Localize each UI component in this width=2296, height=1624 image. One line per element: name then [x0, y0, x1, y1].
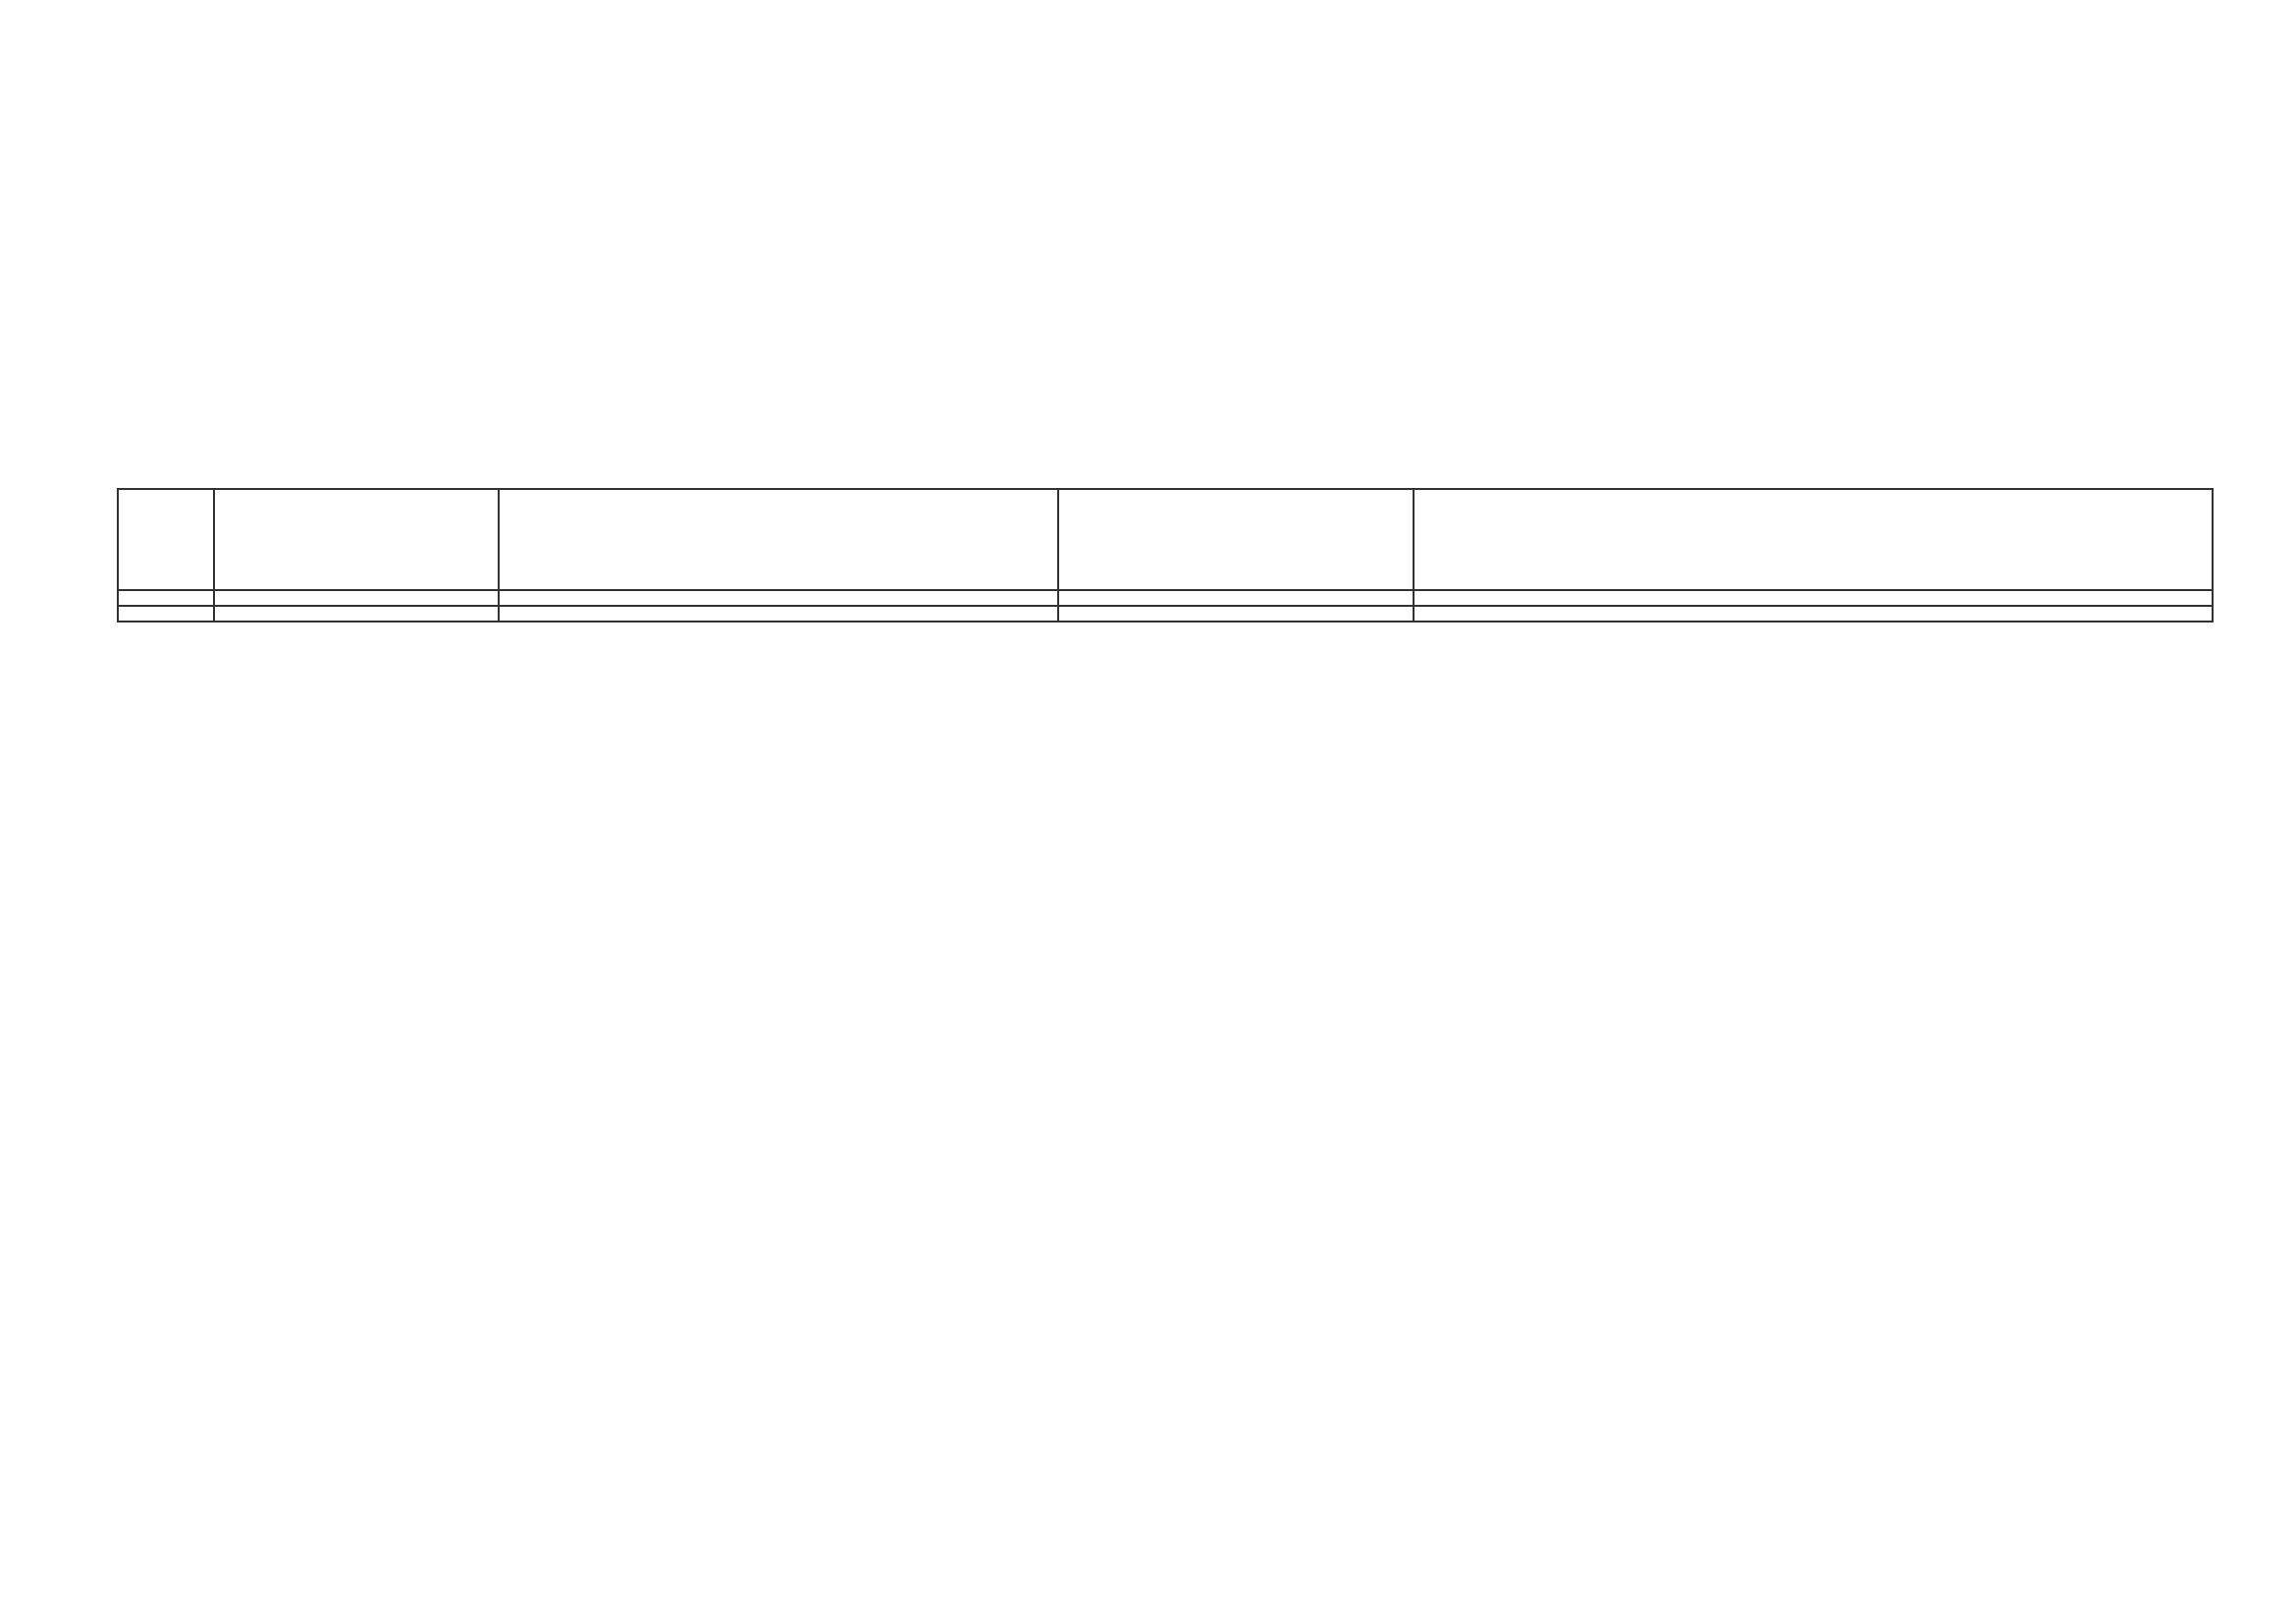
- usage-note: [1414, 590, 2213, 606]
- term-meaning: [499, 606, 1058, 622]
- foreign-term: [214, 606, 499, 622]
- usage-note: [1414, 606, 2213, 622]
- header-usage: [1414, 489, 2213, 590]
- header-official-form: [1058, 489, 1414, 590]
- official-form: [1058, 590, 1414, 606]
- header-number: [118, 489, 214, 590]
- row-number: [118, 606, 214, 622]
- table-row: [118, 590, 2213, 606]
- table-header-row: [118, 489, 2213, 590]
- official-form: [1058, 606, 1414, 622]
- row-number: [118, 590, 214, 606]
- foreign-term: [214, 590, 499, 606]
- table-row: [118, 606, 2213, 622]
- terms-table: [117, 488, 2214, 623]
- term-meaning: [499, 590, 1058, 606]
- header-foreign-terms: [214, 489, 499, 590]
- header-meaning: [499, 489, 1058, 590]
